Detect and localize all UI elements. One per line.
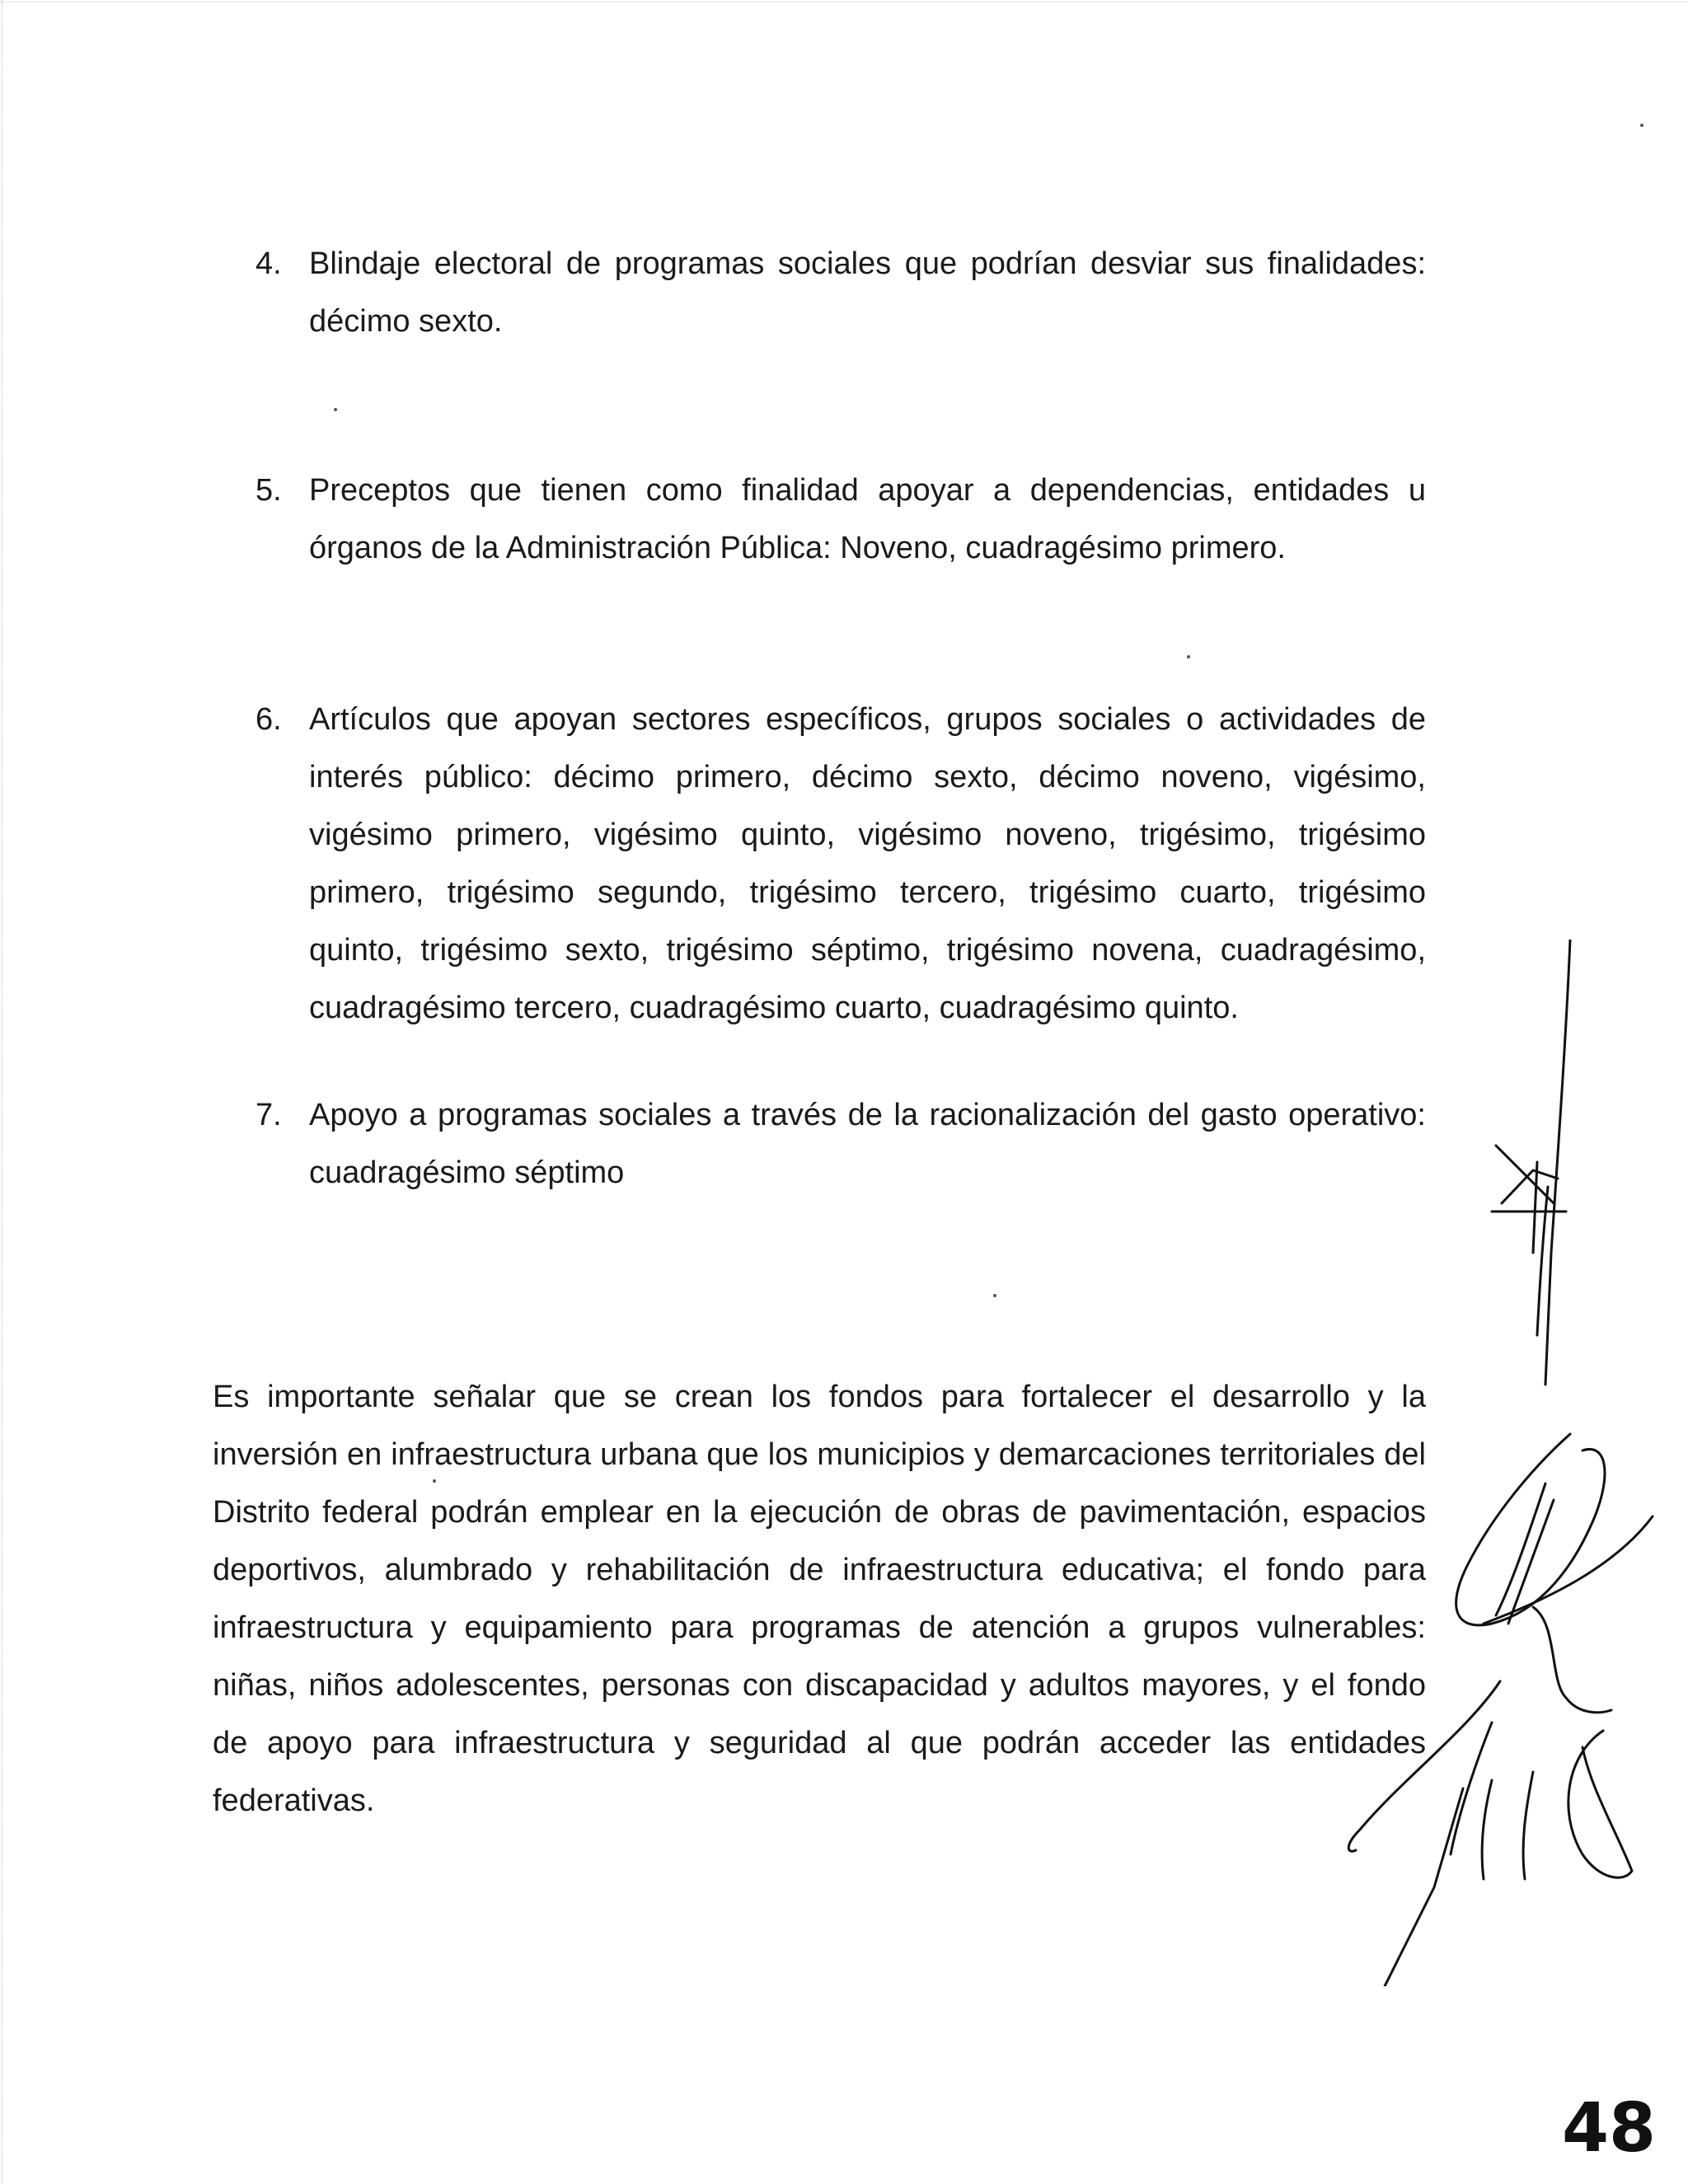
list-item-number: 7. bbox=[256, 1098, 282, 1132]
handwritten-signature bbox=[1286, 940, 1673, 1986]
scan-noise-top bbox=[0, 2, 1688, 7]
handwritten-page-number bbox=[1562, 2077, 1661, 2168]
list-item-text: Blindaje electoral de programas sociales que podrían desviar sus finalidades: décimo sexto. bbox=[309, 246, 1426, 339]
list-item-number: 5. bbox=[256, 473, 282, 508]
list-item-text: Preceptos que tienen como finalidad apoyar a dependencias, entidades u órganos de la Administración Pública: Noveno, cuadragésimo primero. bbox=[309, 473, 1426, 565]
list-item-6 bbox=[256, 691, 1426, 1037]
scan-speck bbox=[433, 1479, 436, 1483]
page-number-text: 48 bbox=[1562, 2089, 1657, 2168]
list-item-5 bbox=[256, 462, 1426, 577]
list-item-4 bbox=[256, 235, 1426, 350]
scan-speck bbox=[1640, 124, 1643, 127]
list-item-number: 4. bbox=[256, 246, 282, 281]
scan-speck bbox=[993, 1294, 996, 1297]
list-item-text: Artículos que apoyan sectores específicos, grupos sociales o actividades de interés público: décimo primero, décimo sexto, décimo noveno, vigésimo, vigésimo primero, vigésimo quinto, vigésimo noveno, trigésimo, trigésimo primero, trigésimo segundo, trigésimo tercero, trigésimo cuarto, trigésimo quinto, trigésimo sexto, trigésimo séptimo, trigésimo novena, cuadragésimo, cuadragésimo tercero, cuadragésimo cuarto, cuadragésimo quinto. bbox=[309, 702, 1426, 1025]
body-paragraph: Es importante señalar que se crean los fondos para fortalecer el desarrollo y la inversión en infraestructura urbana que los municipios y demarcaciones territoriales del Distrito federal podrán emplear en la ejecución de obras de pavimentación, espacios deportivos, alumbrado y rehabilitación de infraestructura educativa; el fondo para infraestructura y equipamiento para programas de atención a grupos vulnerables: niñas, niños adolescentes, personas con discapacidad y adultos mayores, y el fondo de apoyo para infraestructura y seguridad al que podrán acceder las entidades federativas. bbox=[213, 1380, 1426, 1818]
list-item-7 bbox=[256, 1086, 1426, 1202]
list-item-number: 6. bbox=[256, 702, 282, 737]
list-item-text: Apoyo a programas sociales a través de la racionalización del gasto operativo: cuadragésimo séptimo bbox=[309, 1098, 1426, 1190]
scan-noise-left-edge bbox=[2, 0, 11, 2184]
scan-speck bbox=[334, 408, 337, 411]
scan-speck bbox=[1187, 655, 1190, 658]
